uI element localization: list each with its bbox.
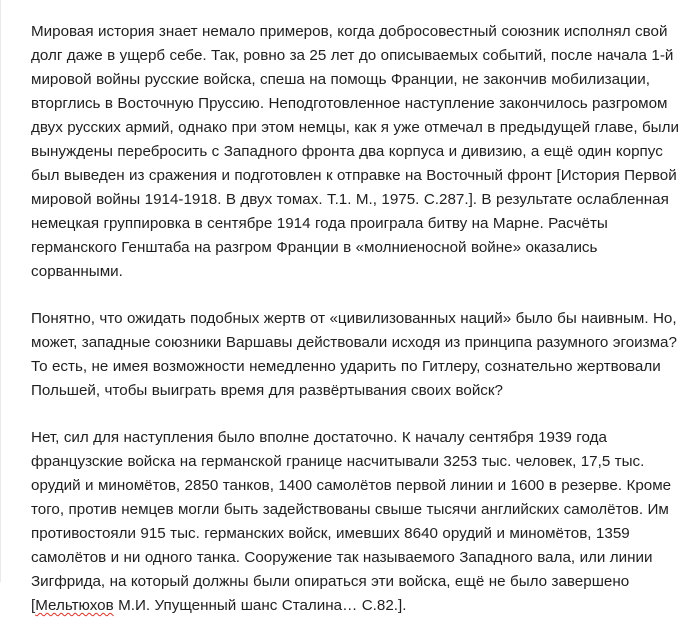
paragraph-3-text-before: Нет, сил для наступления было вполне достаточно. К началу сентября 1939 года французские войска на германской границе насчитывали 3253 тыс. человек, 17,5 тыс. орудий и миномётов, 2850 танков, 1400 самолётов первой линии и 1600 в резерве. Кроме того, против немцев могли быть задействованы свыше тысячи английских самолётов. Им противостояли 915 тыс. германских войск, имевших 8640 орудий и миномётов, 1359 самолётов и ни одного танка. Сооружение так называемого Западного вала, или линии Зигфрида, на который должны были опираться эти войска, ещё не было завершено [ <box>31 429 672 614</box>
misspelled-word[interactable]: Мельтюхов <box>35 597 114 614</box>
paragraph-3-text-after: М.И. Упущенный шанс Сталина… С.82.]. <box>113 597 407 614</box>
paragraph-1: Мировая история знает немало примеров, когда добросовестный союзник исполнял свой долг даже в ущерб себе. Так, ровно за 25 лет до описываемых событий, после начала 1-й мировой войны русские войска, спеша на помощь Франции, не закончив мобилизации, вторглись в Восточную Пруссию. Неподготовленное наступление закончилось разгромом двух русских армий, однако при этом немцы, как я уже отмечал в предыдущей главе, были вынуждены перебросить с Западного фронта два корпуса и дивизию, а ещё один корпус был выведен из сражения и подготовлен к отправке на Восточный фронт [История Первой мировой войны 1914-1918. В двух томах. Т.1. М., 1975. С.287.]. В результате ослабленная немецкая группировка в сентябре 1914 года проиграла битву на Марне. Расчёты германского Генштаба на разгром Франции в «молниеносной войне» оказались сорванными. <box>31 23 679 280</box>
paragraph-2: Понятно, что ожидать подобных жертв от «цивилизованных наций» было бы наивным. Но, может, западные союзники Варшавы действовали исходя из принципа разумного эгоизма? То есть, не имея возможности немедленно ударить по Гитлеру, сознательно жертвовали Польшей, чтобы выиграть время для развёртывания своих войск? <box>31 310 677 399</box>
article-body <box>31 20 679 641</box>
paragraph-3 <box>31 426 679 618</box>
